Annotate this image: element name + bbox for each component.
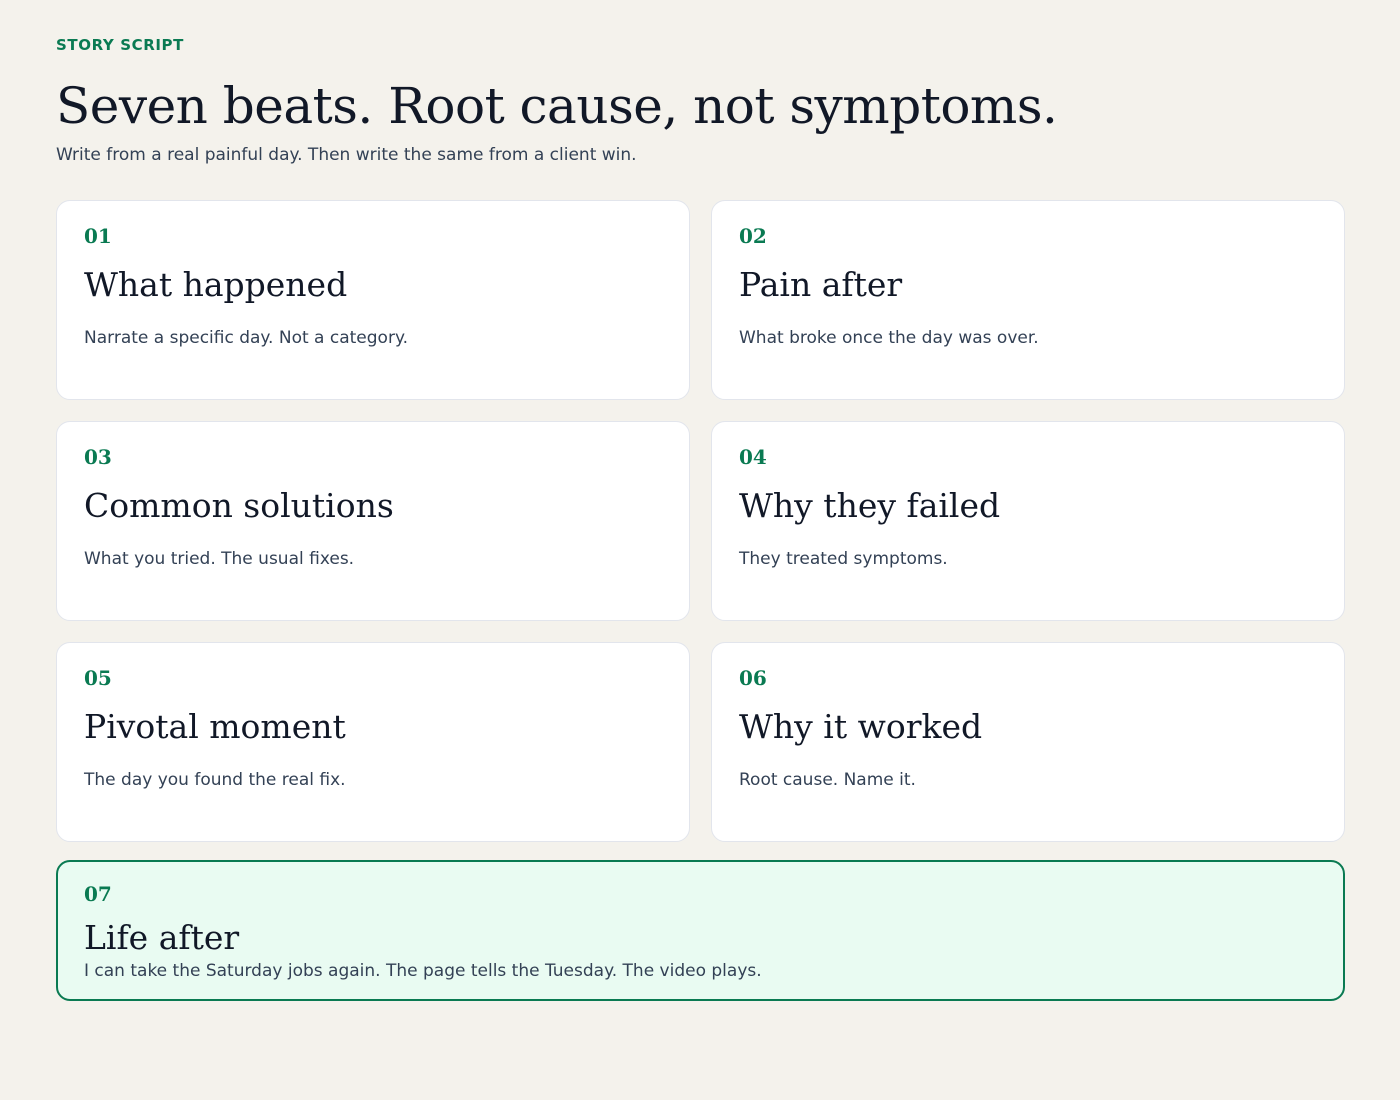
beat-title: Pivotal moment — [84, 707, 346, 746]
beat-title: Pain after — [739, 265, 903, 304]
beat-card-common-solutions — [56, 421, 690, 621]
beat-number: 07 — [84, 882, 112, 906]
beat-card-what-happened — [56, 200, 690, 400]
beat-number: 03 — [84, 445, 112, 469]
beat-description: Narrate a specific day. Not a category. — [84, 328, 408, 348]
beat-title: Why they failed — [739, 486, 1001, 525]
beat-number: 02 — [739, 224, 767, 248]
beat-description: Root cause. Name it. — [739, 770, 916, 790]
beat-card-why-they-failed — [711, 421, 1345, 621]
beat-number: 04 — [739, 445, 767, 469]
page-title: Seven beats. Root cause, not symptoms. — [56, 77, 1058, 135]
beat-description: What you tried. The usual fixes. — [84, 549, 355, 569]
beat-title: Common solutions — [84, 486, 394, 525]
beat-card-pain-after — [711, 200, 1345, 400]
beat-description: They treated symptoms. — [739, 549, 948, 569]
eyebrow-label: STORY SCRIPT — [56, 36, 184, 54]
beat-description: What broke once the day was over. — [739, 328, 1039, 348]
beat-number: 01 — [84, 224, 112, 248]
beat-card-life-after — [56, 860, 1345, 1001]
beat-number: 05 — [84, 666, 112, 690]
beat-description: The day you found the real fix. — [84, 770, 346, 790]
beat-description: I can take the Saturday jobs again. The page tells the Tuesday. The video plays. — [84, 961, 762, 981]
page-subtitle: Write from a real painful day. Then write the same from a client win. — [56, 145, 637, 165]
beat-title: Why it worked — [739, 707, 983, 746]
beat-title: What happened — [84, 265, 348, 304]
beat-title: Life after — [84, 918, 240, 957]
beat-number: 06 — [739, 666, 767, 690]
beat-card-why-it-worked — [711, 642, 1345, 842]
beats-grid — [56, 200, 1345, 842]
beat-card-pivotal-moment — [56, 642, 690, 842]
